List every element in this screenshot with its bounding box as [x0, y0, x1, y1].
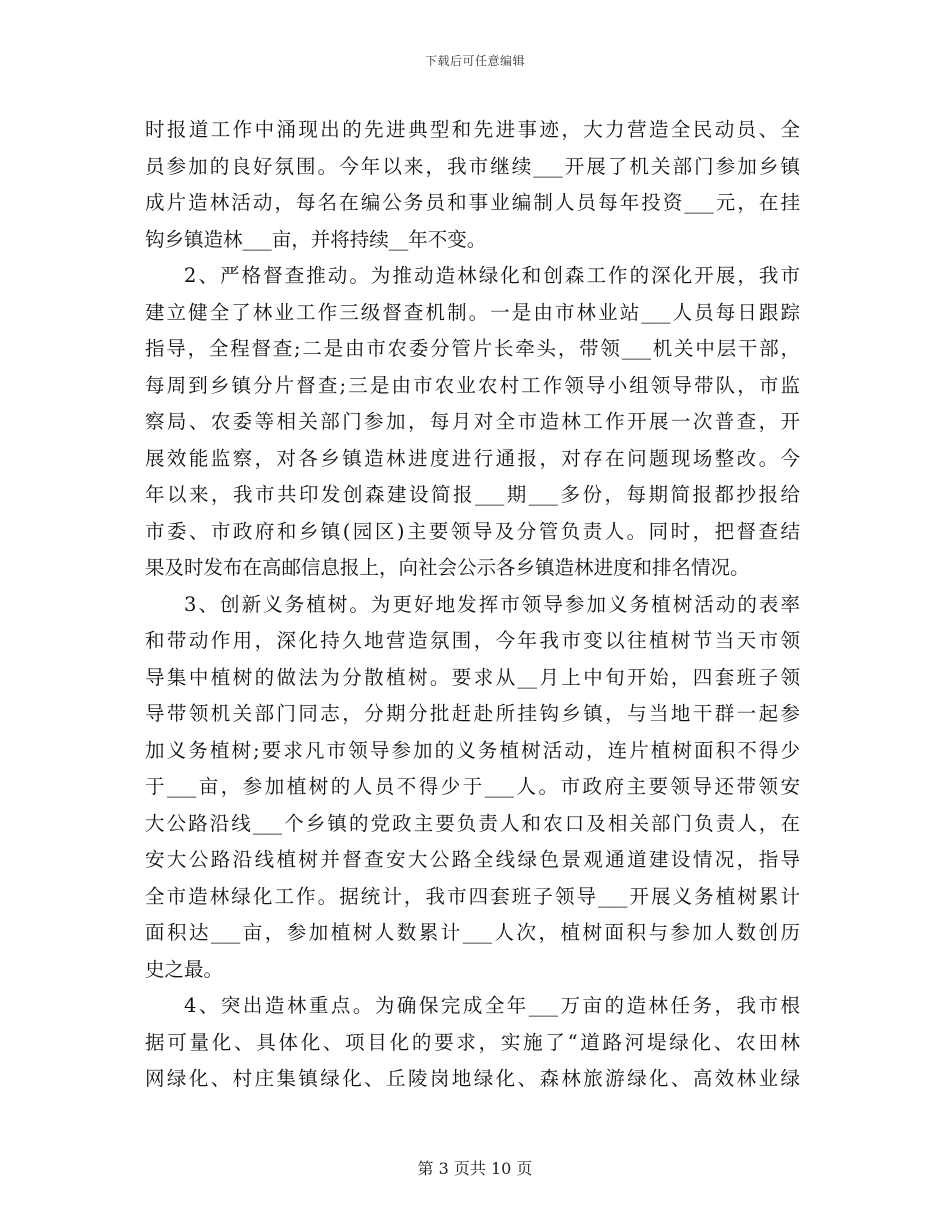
text-line: 安大公路沿线植树并督查安大公路全线绿色景观通道建设情况，指导 — [145, 848, 800, 871]
text-line: 和带动作用，深化持久地营造氛围，今年我市变以往植树节当天市领 — [145, 629, 800, 652]
text-line: 建立健全了林业工作三级督查机制。一是由市林业站___人员每日跟踪 — [145, 300, 800, 324]
text-line: 面积达___亩，参加植树人数累计___人次，植树面积与参加人数创历 — [145, 921, 800, 944]
text-line: 网绿化、村庄集镇绿化、丘陵岗地绿化、森林旅游绿化、高效林业绿 — [145, 1067, 800, 1090]
paragraph-start-line: 3、创新义务植树。为更好地发挥市领导参加义务植树活动的表率 — [184, 592, 800, 616]
text-line: 全市造林绿化工作。据统计，我市四套班子领导___开展义务植树累计 — [145, 884, 800, 908]
text-line: 指导，全程督查;二是由市农委分管片长牵头，带领___机关中层干部， — [145, 337, 800, 360]
paragraph-start-line: 4、突出造林重点。为确保完成全年___万亩的造林任务，我市根 — [184, 994, 800, 1017]
text-line: 成片造林活动，每名在编公务员和事业编制人员每年投资___元，在挂 — [145, 191, 800, 214]
text-line: 展效能监察，对各乡镇造林进度进行通报，对存在问题现场整改。今 — [145, 446, 800, 470]
text-line: 市委、市政府和乡镇(园区)主要领导及分管负责人。同时，把督查结 — [145, 519, 800, 543]
text-line: 导集中植树的做法为分散植树。要求从__月上中旬开始，四套班子领 — [145, 665, 800, 689]
text-line: 于___亩，参加植树的人员不得少于___人。市政府主要领导还带领安 — [145, 775, 800, 798]
text-line: 大公路沿线___个乡镇的党政主要负责人和农口及相关部门负责人，在 — [145, 811, 800, 835]
text-line: 察局、农委等相关部门参加，每月对全市造林工作开展一次普查，开 — [145, 410, 800, 433]
text-line: 钩乡镇造林___亩，并将持续__年不变。 — [145, 227, 487, 251]
text-line: 时报道工作中涌现出的先进典型和先进事迹，大力营造全民动员、全 — [145, 118, 800, 141]
paragraph-start-line: 2、严格督查推动。为推动造林绿化和创森工作的深化开展，我市 — [184, 264, 800, 287]
page-header: 下载后可任意编辑 — [424, 54, 525, 68]
text-line: 每周到乡镇分片督查;三是由市农业农村工作领导小组领导带队，市监 — [145, 373, 800, 397]
page-footer: 第 3 页共 10 页 — [417, 1159, 533, 1178]
text-line: 史之最。 — [145, 957, 224, 981]
text-line: 年以来，我市共印发创森建设简报___期___多份，每期简报都抄报给 — [145, 483, 800, 506]
document-body — [145, 112, 800, 1098]
text-line: 导带领机关部门同志，分期分批赶赴所挂钩乡镇，与当地干群一起参 — [145, 702, 800, 725]
text-line: 员参加的良好氛围。今年以来，我市继续___开展了机关部门参加乡镇 — [145, 154, 800, 178]
text-line: 果及时发布在高邮信息报上，向社会公示各乡镇造林进度和排名情况。 — [145, 556, 750, 579]
text-line: 据可量化、具体化、项目化的要求，实施了“道路河堤绿化、农田林 — [145, 1030, 800, 1054]
text-line: 加义务植树;要求凡市领导参加的义务植树活动，连片植树面积不得少 — [145, 738, 800, 762]
